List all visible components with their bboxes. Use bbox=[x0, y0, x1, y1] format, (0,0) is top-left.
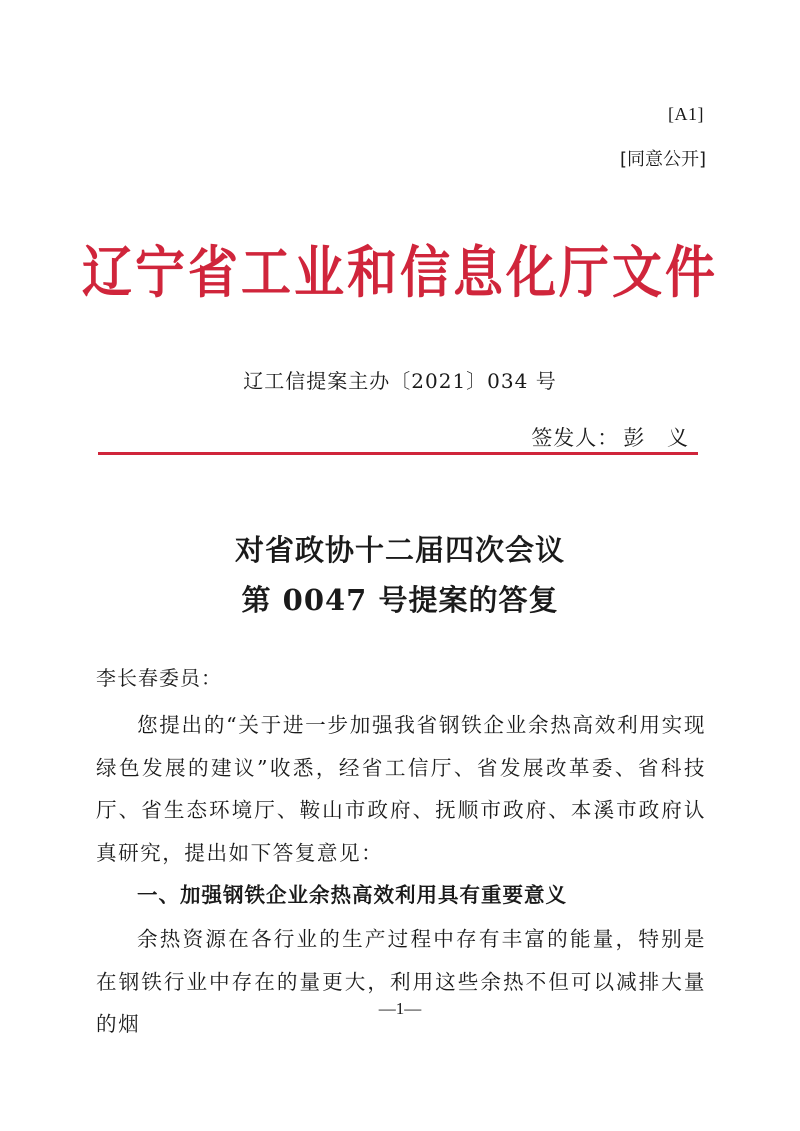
signer-name: 彭 义 bbox=[623, 426, 696, 450]
disclosure-label: [同意公开] bbox=[619, 149, 706, 170]
signer-label: 签发人： bbox=[531, 426, 620, 450]
document-title-line-2: 第 0047 号提案的答复 bbox=[241, 583, 559, 617]
salutation: 李长春委员： bbox=[96, 666, 222, 690]
document-masthead: 辽宁省工业和信息化厅文件 bbox=[82, 240, 718, 306]
document-title-line-1: 对省政协十二届四次会议 bbox=[234, 533, 565, 567]
body-paragraph-2: 余热资源在各行业的生产过程中存有丰富的能量，特别是在钢铁行业中存在的量更大，利用这些余热不但可以减排大量的烟 bbox=[96, 927, 706, 1036]
signer-row bbox=[531, 422, 696, 452]
page-number: —1— bbox=[378, 999, 422, 1018]
red-divider-line bbox=[98, 452, 698, 455]
document-code: [A1] bbox=[668, 104, 704, 124]
section-heading-1: 一、加强钢铁企业余热高效利用具有重要意义 bbox=[137, 883, 567, 907]
document-number: 辽工信提案主办〔2021〕034 号 bbox=[243, 369, 557, 393]
body-paragraph-1: 您提出的“关于进一步加强我省钢铁企业余热高效利用实现绿色发展的建议”收悉，经省工信厅、省发展改革委、省科技厅、省生态环境厅、鞍山市政府、抚顺市政府、本溪市政府认真研究，提出如下答复意见： bbox=[96, 713, 706, 865]
